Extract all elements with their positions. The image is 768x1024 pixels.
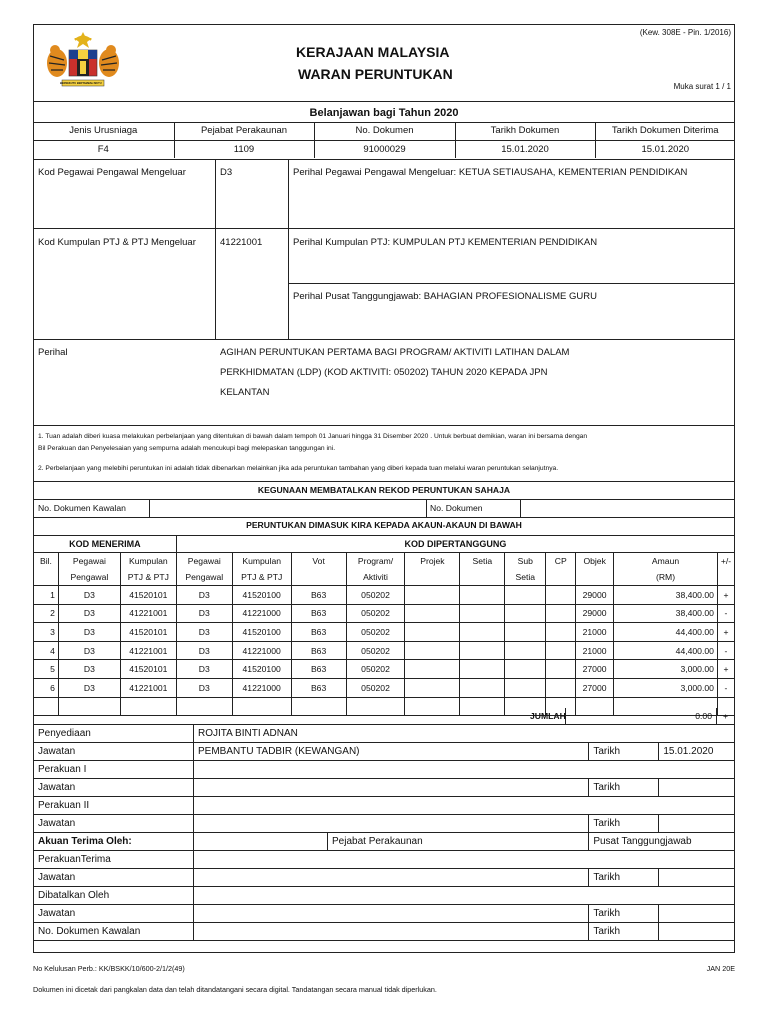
setia-cell (460, 586, 505, 605)
blank-cell (291, 697, 346, 716)
perihal-kumpulan: Perihal Kumpulan PTJ: KUMPULAN PTJ KEMENTERIAN PENDIDIKAN (293, 237, 598, 248)
penyediaan-label: Penyediaan (34, 725, 194, 743)
pegawai-pengawal-cell: D3 (58, 660, 120, 679)
amaun-cell: 3,000.00 (614, 660, 718, 679)
vot-cell: B63 (291, 660, 346, 679)
blank-cell (405, 697, 460, 716)
pegawai-pengawal-2-cell: D3 (176, 604, 232, 623)
program-aktiviti-cell: 050202 (346, 586, 405, 605)
table-row (34, 604, 735, 623)
projek-cell (405, 604, 460, 623)
table-row (34, 586, 735, 605)
no-dok-kawalan-value (194, 923, 589, 941)
kumpulan-ptj-cell: 41221001 (120, 678, 176, 697)
col-sign: +/- (717, 553, 734, 586)
cp-cell (546, 678, 576, 697)
col-subsetia: Sub (505, 553, 546, 569)
col-amaun-2: (RM) (614, 569, 718, 586)
vot-cell: B63 (291, 641, 346, 660)
setia-cell (460, 660, 505, 679)
doc-value: 1109 (174, 140, 314, 158)
kumpulan-ptj-cell: 41221001 (120, 641, 176, 660)
cp-cell (546, 641, 576, 660)
tarikh-value (659, 923, 735, 941)
allocation-table (33, 585, 735, 716)
amaun-cell: 44,400.00 (614, 623, 718, 642)
tarikh-label: Tarikh (589, 905, 659, 923)
no-dok-label: No. Dokumen (430, 503, 483, 513)
col-kumpulan2: Kumpulan (232, 553, 291, 569)
perakuan-2-label: Perakuan II (34, 797, 194, 815)
amaun-cell: 44,400.00 (614, 641, 718, 660)
col-setia: Setia (460, 553, 505, 586)
jawatan-value (194, 815, 589, 833)
tarikh-value (659, 869, 735, 887)
col-kumpulan: Kumpulan (120, 553, 176, 569)
col-projek: Projek (405, 553, 460, 586)
digital-signature-note: Dokumen ini dicetak dari pangkalan data dan telah ditandatangani secara digital. Tandatangan secara manual tidak diperlukan. (33, 985, 437, 994)
cp-cell (546, 604, 576, 623)
setia-cell (460, 678, 505, 697)
perihal-label: Perihal (38, 347, 68, 358)
col-vot: Vot (291, 553, 346, 586)
no-dok-kawalan-label: No. Dokumen Kawalan (34, 923, 194, 941)
col-objek: Objek (576, 553, 614, 586)
penyediaan-name: ROJITA BINTI ADNAN (194, 725, 735, 743)
perakuan-1-label: Perakuan I (34, 761, 194, 779)
signature-table (33, 724, 735, 941)
jawatan-label: Jawatan (34, 815, 194, 833)
kelulusan-number: No Kelulusan Perb.: KK/BSKK/10/600-2/1/2(49) (33, 964, 185, 973)
sign-cell: + (717, 623, 734, 642)
tarikh-value: 15.01.2020 (659, 743, 735, 761)
doc-header: Jenis Urusniaga (33, 122, 174, 140)
objek-cell: 29000 (576, 604, 614, 623)
pegawai-pengawal-cell: D3 (58, 586, 120, 605)
note-2: 2. Perbelanjaan yang melebihi peruntukan ini adalah tidak dibenarkan melainkan jika ada peruntukan tambahan yang diberi kepada tuan melalui waran peruntukan selanjutnya. (38, 465, 559, 472)
kod-kumpulan-label: Kod Kumpulan PTJ & PTJ Mengeluar (38, 237, 196, 248)
col-program-2: Aktiviti (346, 569, 405, 586)
objek-cell: 21000 (576, 641, 614, 660)
col-bil: Bil. (34, 553, 59, 586)
kod-kumpulan-value: 41221001 (220, 237, 263, 248)
amaun-cell: 3,000.00 (614, 678, 718, 697)
bil-cell: 4 (34, 641, 59, 660)
bil-cell: 2 (34, 604, 59, 623)
perakuan-terima-value (194, 851, 735, 869)
amaun-cell: 38,400.00 (614, 604, 718, 623)
page-number: Muka surat 1 / 1 (673, 82, 731, 91)
doc-header: Tarikh Dokumen Diterima (595, 122, 735, 140)
blank-cell (346, 697, 405, 716)
setia-cell (460, 623, 505, 642)
allocation-header (33, 535, 735, 586)
bil-cell: 6 (34, 678, 59, 697)
jawatan-value (194, 905, 589, 923)
title-kerajaan: KERAJAAN MALAYSIA (296, 44, 450, 60)
perakuan-terima-label: PerakuanTerima (34, 851, 194, 869)
jawatan-label: Jawatan (34, 779, 194, 797)
kod-pegawai-label: Kod Pegawai Pengawal Mengeluar (38, 167, 186, 178)
blank-cell (58, 697, 120, 716)
cp-cell (546, 660, 576, 679)
pegawai-pengawal-cell: D3 (58, 641, 120, 660)
vot-cell: B63 (291, 623, 346, 642)
jumlah-label: JUMLAH (530, 711, 566, 721)
sign-cell: + (717, 660, 734, 679)
sign-cell: + (717, 586, 734, 605)
table-row (34, 660, 735, 679)
sign-cell: - (717, 604, 734, 623)
kumpulan-ptj-cell: 41520101 (120, 586, 176, 605)
doc-value: 15.01.2020 (595, 140, 735, 158)
kumpulan-ptj-2-cell: 41221000 (232, 641, 291, 660)
program-aktiviti-cell: 050202 (346, 604, 405, 623)
blank-cell (120, 697, 176, 716)
col-pegawai2-2: Pengawal (176, 569, 232, 586)
objek-cell: 29000 (576, 586, 614, 605)
blank-cell (176, 697, 232, 716)
col-kumpulan-2: PTJ & PTJ (120, 569, 176, 586)
blank-cell (232, 697, 291, 716)
table-row (34, 678, 735, 697)
projek-cell (405, 678, 460, 697)
sub-setia-cell (505, 586, 546, 605)
objek-cell: 27000 (576, 660, 614, 679)
vot-cell: B63 (291, 586, 346, 605)
program-aktiviti-cell: 050202 (346, 660, 405, 679)
cancel-title: KEGUNAAN MEMBATALKAN REKOD PERUNTUKAN SAHAJA (257, 485, 511, 495)
pegawai-pengawal-2-cell: D3 (176, 641, 232, 660)
jumlah-value: 0.00 (695, 711, 712, 721)
sub-setia-cell (505, 641, 546, 660)
pegawai-pengawal-2-cell: D3 (176, 678, 232, 697)
perihal-line: PERKHIDMATAN (LDP) (KOD AKTIVITI: 050202) TAHUN 2020 KEPADA JPN (220, 367, 548, 378)
amaun-cell: 38,400.00 (614, 586, 718, 605)
bil-cell: 3 (34, 623, 59, 642)
table-row (34, 623, 735, 642)
akuan-blank (194, 833, 328, 851)
table-row (34, 641, 735, 660)
kumpulan-ptj-2-cell: 41520100 (232, 623, 291, 642)
projek-cell (405, 586, 460, 605)
doc-header: Pejabat Perakaunan (174, 122, 314, 140)
pegawai-pengawal-2-cell: D3 (176, 623, 232, 642)
tarikh-value (659, 779, 735, 797)
pegawai-pengawal-2-cell: D3 (176, 660, 232, 679)
tarikh-label: Tarikh (589, 779, 659, 797)
col-cp: CP (546, 553, 576, 586)
perihal-pegawai: Perihal Pegawai Pengawal Mengeluar: KETUA SETIAUSAHA, KEMENTERIAN PENDIDIKAN (293, 167, 688, 178)
jawatan-label: Jawatan (34, 905, 194, 923)
kumpulan-ptj-cell: 41520101 (120, 623, 176, 642)
cp-cell (546, 586, 576, 605)
tarikh-label: Tarikh (589, 869, 659, 887)
doc-info-table (33, 122, 735, 158)
title-waran: WARAN PERUNTUKAN (298, 66, 453, 82)
jumlah-sign: + (722, 711, 729, 721)
sub-setia-cell (505, 678, 546, 697)
doc-value: F4 (97, 143, 109, 155)
doc-header: Tarikh Dokumen (455, 122, 595, 140)
vot-cell: B63 (291, 604, 346, 623)
perakuan-2-value (194, 797, 735, 815)
perakuan-1-value (194, 761, 735, 779)
objek-cell: 27000 (576, 678, 614, 697)
col-pegawai: Pegawai (58, 553, 120, 569)
no-dok-kawalan-label: No. Dokumen Kawalan (38, 503, 126, 513)
blank-cell (34, 697, 59, 716)
sub-setia-cell (505, 660, 546, 679)
program-aktiviti-cell: 050202 (346, 623, 405, 642)
form-code: (Kew. 308E - Pin. 1/2016) (639, 28, 731, 37)
col-kumpulan2-2: PTJ & PTJ (232, 569, 291, 586)
jawatan-value (194, 869, 589, 887)
emblem-caption: BERSEKUTU BERTAMBAH MUTU (60, 82, 102, 85)
budget-year: Belanjawan bagi Tahun 2020 (309, 107, 459, 119)
pejabat-label: Pejabat Perakaunan (328, 833, 589, 851)
sign-cell: - (717, 678, 734, 697)
projek-cell (405, 660, 460, 679)
note-1-cont: Bil Perakuan dan Penyelesaian yang sempurna adalah mencukupi bagi melepaskan tanggungan ini. (38, 445, 336, 452)
col-amaun: Amaun (614, 553, 718, 569)
dibatalkan-value (194, 887, 735, 905)
tarikh-value (659, 815, 735, 833)
program-aktiviti-cell: 050202 (346, 641, 405, 660)
tarikh-label: Tarikh (589, 815, 659, 833)
note-1: 1. Tuan adalah diberi kuasa melakukan perbelanjaan yang ditentukan di bawah dalam tempoh 01 Januari hingga 31 Disember 2020 . Untuk berbuat demikian, waran ini bersama dengan (38, 433, 588, 440)
pegawai-pengawal-cell: D3 (58, 623, 120, 642)
jan-code: JAN 20E (706, 964, 735, 973)
bil-cell: 1 (34, 586, 59, 605)
kumpulan-ptj-cell: 41221001 (120, 604, 176, 623)
doc-value: 91000029 (314, 140, 455, 158)
kod-menerima: KOD MENERIMA (34, 536, 177, 553)
vot-cell: B63 (291, 678, 346, 697)
col-program: Program/ (346, 553, 405, 569)
tarikh-label: Tarikh (589, 923, 659, 941)
doc-header: No. Dokumen (314, 122, 455, 140)
objek-cell: 21000 (576, 623, 614, 642)
akuan-label: Akuan Terima Oleh: (34, 833, 194, 851)
doc-value: 15.01.2020 (455, 140, 595, 158)
projek-cell (405, 641, 460, 660)
pusat-label: Pusat Tanggungjawab (589, 833, 735, 851)
sub-setia-cell (505, 604, 546, 623)
kumpulan-ptj-2-cell: 41520100 (232, 586, 291, 605)
tarikh-label: Tarikh (589, 743, 659, 761)
kumpulan-ptj-2-cell: 41221000 (232, 678, 291, 697)
perihal-pusat: Perihal Pusat Tanggungjawab: BAHAGIAN PROFESIONALISME GURU (293, 291, 597, 302)
perihal-line: AGIHAN PERUNTUKAN PERTAMA BAGI PROGRAM/ AKTIVITI LATIHAN DALAM (220, 347, 570, 358)
blank-cell (460, 697, 505, 716)
kumpulan-ptj-cell: 41520101 (120, 660, 176, 679)
pegawai-pengawal-2-cell: D3 (176, 586, 232, 605)
allocation-title: PERUNTUKAN DIMASUK KIRA KEPADA AKAUN-AKAUN DI BAWAH (246, 520, 522, 530)
program-aktiviti-cell: 050202 (346, 678, 405, 697)
col-pegawai-2: Pengawal (58, 569, 120, 586)
jawatan-value (194, 779, 589, 797)
setia-cell (460, 641, 505, 660)
jawatan-label: Jawatan (34, 743, 194, 761)
perihal-line: KELANTAN (220, 387, 270, 398)
projek-cell (405, 623, 460, 642)
kumpulan-ptj-2-cell: 41221000 (232, 604, 291, 623)
dibatalkan-label: Dibatalkan Oleh (34, 887, 194, 905)
sign-cell: - (717, 641, 734, 660)
pegawai-pengawal-cell: D3 (58, 678, 120, 697)
kumpulan-ptj-2-cell: 41520100 (232, 660, 291, 679)
kod-dipertanggung: KOD DIPERTANGGUNG (176, 536, 734, 553)
setia-cell (460, 604, 505, 623)
kod-pegawai-value: D3 (220, 167, 233, 178)
sub-setia-cell (505, 623, 546, 642)
bil-cell: 5 (34, 660, 59, 679)
col-pegawai2: Pegawai (176, 553, 232, 569)
col-subsetia-2: Setia (505, 569, 546, 586)
tarikh-value (659, 905, 735, 923)
cp-cell (546, 623, 576, 642)
jawatan-label: Jawatan (34, 869, 194, 887)
pegawai-pengawal-cell: D3 (58, 604, 120, 623)
jawatan-value: PEMBANTU TADBIR (KEWANGAN) (194, 743, 589, 761)
